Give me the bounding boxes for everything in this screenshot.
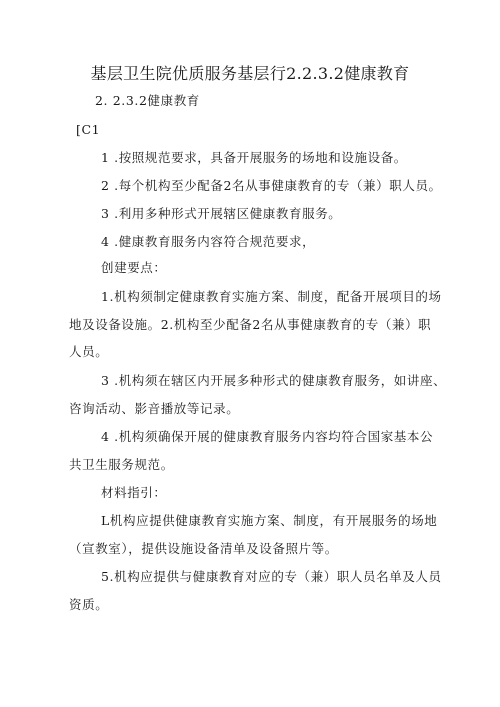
- section-code: [C1: [76, 122, 101, 137]
- key-point-3-line-1: 4 .机构须确保开展的健康教育服务内容均符合国家基本公: [101, 429, 434, 444]
- key-point-1-line-2: 地及设备设施。2.机构至少配备2名从事健康教育的专（兼）职: [69, 317, 432, 332]
- section-heading: 2. 2.3.2健康教育: [95, 93, 200, 108]
- key-point-3-line-2: 共卫生服务规范。: [69, 457, 174, 472]
- requirement-item-1: 1 .按照规范要求，具备开展服务的场地和设施设备。: [101, 150, 407, 165]
- material-2-line-2: 资质。: [69, 597, 109, 612]
- materials-label: 材料指引：: [101, 485, 167, 500]
- key-points-label: 创建要点：: [101, 260, 167, 275]
- requirement-item-2: 2 .每个机构至少配备2名从事健康教育的专（兼）职人员。: [101, 178, 442, 193]
- key-point-1-line-3: 人员。: [69, 344, 109, 359]
- material-2-line-1: 5.机构应提供与健康教育对应的专（兼）职人员名单及人员: [101, 569, 442, 584]
- material-1-line-2: （宣教室），提供设施设备清单及设备照片等。: [69, 541, 338, 556]
- key-point-1-line-1: 1.机构须制定健康教育实施方案、制度，配备开展项目的场: [101, 289, 442, 304]
- requirement-item-3: 3 .利用多种形式开展辖区健康教育服务。: [101, 206, 342, 221]
- key-point-2-line-1: 3 .机构须在辖区内开展多种形式的健康教育服务，如讲座、: [101, 373, 447, 388]
- document-title: 基层卫生院优质服务基层行2.2.3.2健康教育: [90, 64, 410, 83]
- material-1-line-1: L机构应提供健康教育实施方案、制度，有开展服务的场地: [101, 513, 438, 528]
- key-point-2-line-2: 咨询活动、影音播放等记录。: [69, 401, 240, 416]
- requirement-item-4: 4 .健康教育服务内容符合规范要求，: [101, 234, 316, 249]
